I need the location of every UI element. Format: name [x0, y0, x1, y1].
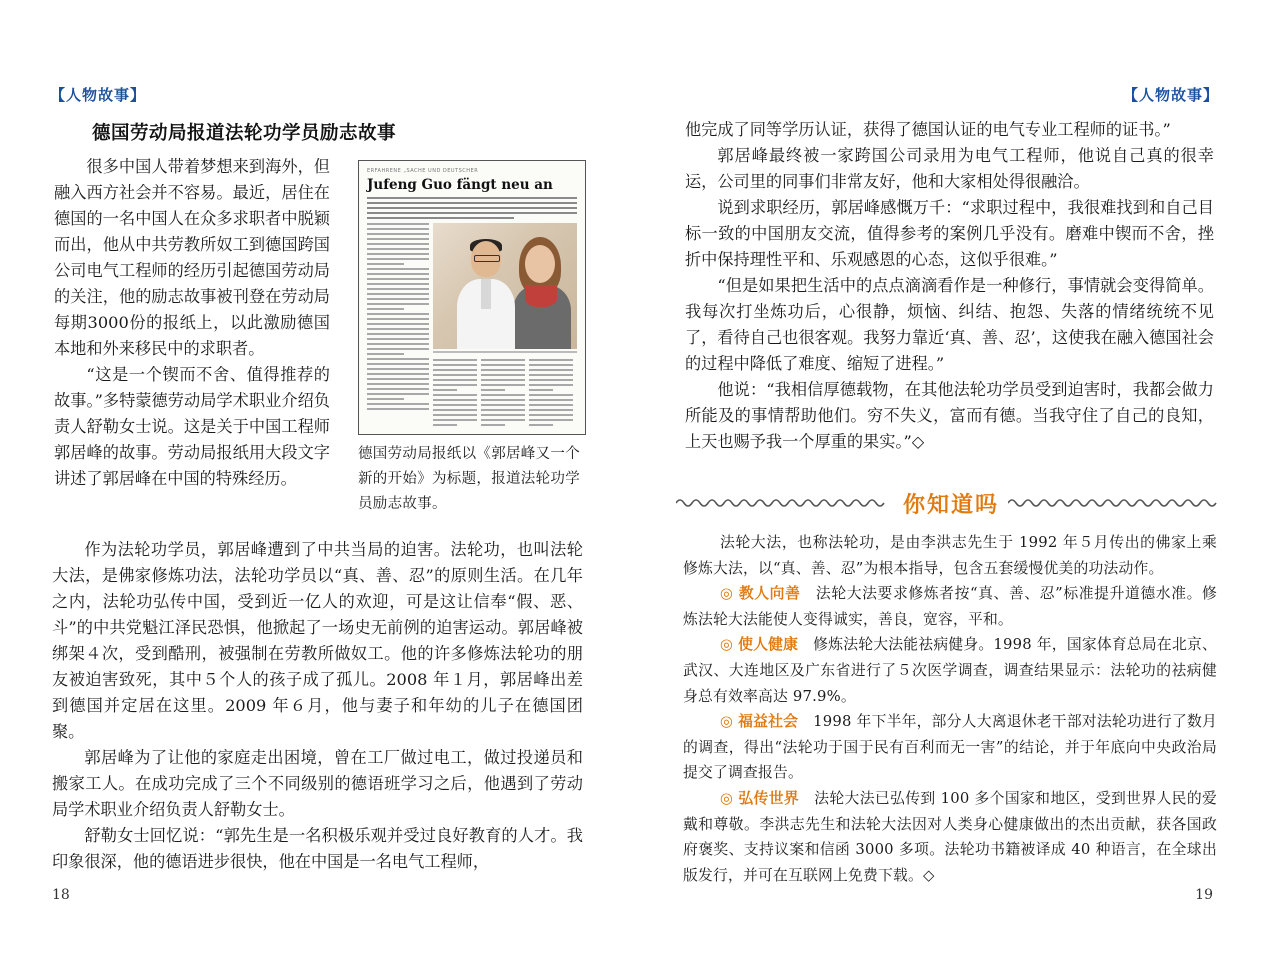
faq-header [676, 488, 1219, 518]
article-headline: 德国劳动局报道法轮功学员励志故事 [92, 123, 397, 144]
article-paragraph: 郭居峰为了让他的家庭走出困境，曾在工厂做过电工，做过投递员和搬家工人。在成功完成了三个不同级别的德语班学习之后，他遇到了劳动局学术职业介绍负责人舒勒女士。 [52, 748, 583, 819]
faq-point-text: 法轮大法已弘传到 100 多个国家和地区，受到世界人民的爱戴和尊敬。李洪志先生和法轮大法因对人类身心健康做出的杰出贡献，获各国政府褒奖、支持议案和信函 3000 多项。法轮功书籍被译成 40 种语言，在全球出版发行，并可在互联网上免费下载。◇ [683, 789, 1217, 884]
faq-point [683, 786, 1217, 888]
faq-point [683, 581, 1217, 632]
faq-point-title: 福益社会 [738, 713, 799, 731]
newspaper-photo-caption [433, 351, 577, 353]
faq-title: 你知道吗 [902, 492, 999, 518]
bullet-icon: ◎ [720, 636, 734, 654]
man-figure [457, 241, 515, 349]
bullet-icon: ◎ [720, 713, 734, 731]
faq-point [683, 709, 1217, 786]
article-column-wide [52, 537, 583, 875]
faq-body [683, 530, 1217, 888]
faq-point-text: 修炼法轮大法能祛病健身。1998 年，国家体育总局在北京、武汉、大连地区及广东省进行了５次医学调查，调查结果显示：法轮功的祛病健身总有效率高达 97.9%。 [683, 636, 1217, 705]
faq-intro: 法轮大法，也称法轮功，是由李洪志先生于 1992 年５月传出的佛家上乘修炼大法，以“真、善、忍”为根本指导，包含五套缓慢优美的功法动作。 [683, 534, 1217, 577]
faq-points [683, 581, 1217, 888]
faq-point-title: 使人健康 [738, 636, 799, 654]
wave-divider-left [676, 496, 888, 510]
article-paragraph: 他说：“我相信厚德载物，在其他法轮功学员受到迫害时，我都会做力所能及的事情帮助他们。穷不失义，富而有德。当我守住了自己的良知，上天也赐予我一个厚重的果实。”◇ [685, 380, 1214, 451]
newspaper-photo [433, 223, 577, 349]
newspaper-clipping-image [358, 160, 586, 435]
article-column-narrow [54, 154, 330, 492]
faq-point-title: 教人向善 [738, 585, 801, 603]
article-paragraph: “这是一个锲而不舍、值得推荐的故事。”多特蒙德劳动局学术职业介绍负责人舒勒女士说。这是关于中国工程师郭居峰的故事。劳动局报纸用大段文字讲述了郭居峰在中国的特殊经历。 [54, 365, 330, 488]
article-paragraph: 很多中国人带着梦想来到海外，但融入西方社会并不容易。最近，居住在德国的一名中国人在众多求职者中脱颖而出，他从中共劳教所奴工到德国跨国公司电气工程师的经历引起德国劳动局的关注，他的励志故事被刊登在劳动局每期3000份的报纸上，以此激励德国本地和外来移民中的求职者。 [54, 157, 330, 358]
woman-figure [511, 237, 571, 349]
wave-divider-right [1008, 496, 1219, 510]
article-paragraph: 郭居峰最终被一家跨国公司录用为电气工程师，他说自己真的很幸运，公司里的同事们非常友好，他和大家相处得很融洽。 [685, 146, 1214, 191]
section-tag-left: 【人物故事】 [50, 86, 147, 104]
faq-point [683, 632, 1217, 709]
image-caption: 德国劳动局报纸以《郭居峰又一个新的开始》为标题，报道法轮功学员励志故事。 [358, 446, 580, 512]
newspaper-bottom-columns [433, 359, 577, 429]
left-page [0, 0, 632, 978]
bullet-icon: ◎ [720, 585, 734, 603]
newspaper-text-column [367, 223, 429, 413]
bullet-icon: ◎ [720, 789, 734, 807]
newspaper-kicker: ERFAHRENE „SACHE UND DEUTSCHER [367, 168, 479, 174]
faq-point-text: 1998 年下半年，部分人大离退休老干部对法轮功进行了数月的调查，得出“法轮功于国于民有百利而无一害”的结论，并于年底向中央政治局提交了调查报告。 [683, 713, 1217, 782]
newspaper-lead-text [367, 197, 577, 222]
article-paragraph: 舒勒女士回忆说：“郭先生是一名积极乐观并受过良好教育的人才。我印象很深，他的德语进步很快，他在中国是一名电气工程师， [52, 826, 583, 871]
article-paragraph: 作为法轮功学员，郭居峰遭到了中共当局的迫害。法轮功，也叫法轮大法，是佛家修炼功法，法轮功学员以“真、善、忍”的原则生活。在几年之内，法轮功弘传中国，受到近一亿人的欢迎，可是这让信奉“假、恶、斗”的中共党魁江泽民恐惧，他掀起了一场史无前例的迫害运动。郭居峰被绑架４次，受到酷刑，被强制在劳教所做奴工。他的许多修炼法轮功的朋友被迫害致死，其中５个人的孩子成了孤儿。2008 年１月，郭居峰出差到德国并定居在这里。2009 年６月，他与妻子和年幼的儿子在德国团聚。 [52, 540, 583, 741]
newspaper-title: Jufeng Guo fängt neu an [367, 177, 553, 193]
article-paragraph: 他完成了同等学历认证，获得了德国认证的电气专业工程师的证书。” [685, 120, 1171, 139]
page-number-right: 19 [1195, 887, 1213, 903]
faq-point-title: 弘传世界 [738, 789, 800, 807]
section-tag-right: 【人物故事】 [1122, 86, 1219, 104]
article-paragraph: 说到求职经历，郭居峰感慨万千：“求职过程中，我很难找到和自己目标一致的中国朋友交流，值得参考的案例几乎没有。磨难中锲而不舍，挫折中保持理性平和、乐观感恩的心态，这似乎很难。” [685, 198, 1214, 269]
faq-point-text: 法轮大法要求修炼者按“真、善、忍”标准提升道德水准。修炼法轮大法能使人变得诚实，善良，宽容，平和。 [683, 585, 1218, 628]
article-paragraph: “但是如果把生活中的点点滴滴看作是一种修行，事情就会变得简单。我每次打坐炼功后，心很静，烦恼、纠结、抱怨、失落的情绪统统不见了，看待自己也很客观。我努力靠近‘真、善、忍’，这使我在融入德国社会的过程中降低了难度、缩短了进程。” [685, 276, 1214, 373]
article-continuation-column [685, 117, 1214, 455]
page-number-left: 18 [52, 887, 70, 903]
